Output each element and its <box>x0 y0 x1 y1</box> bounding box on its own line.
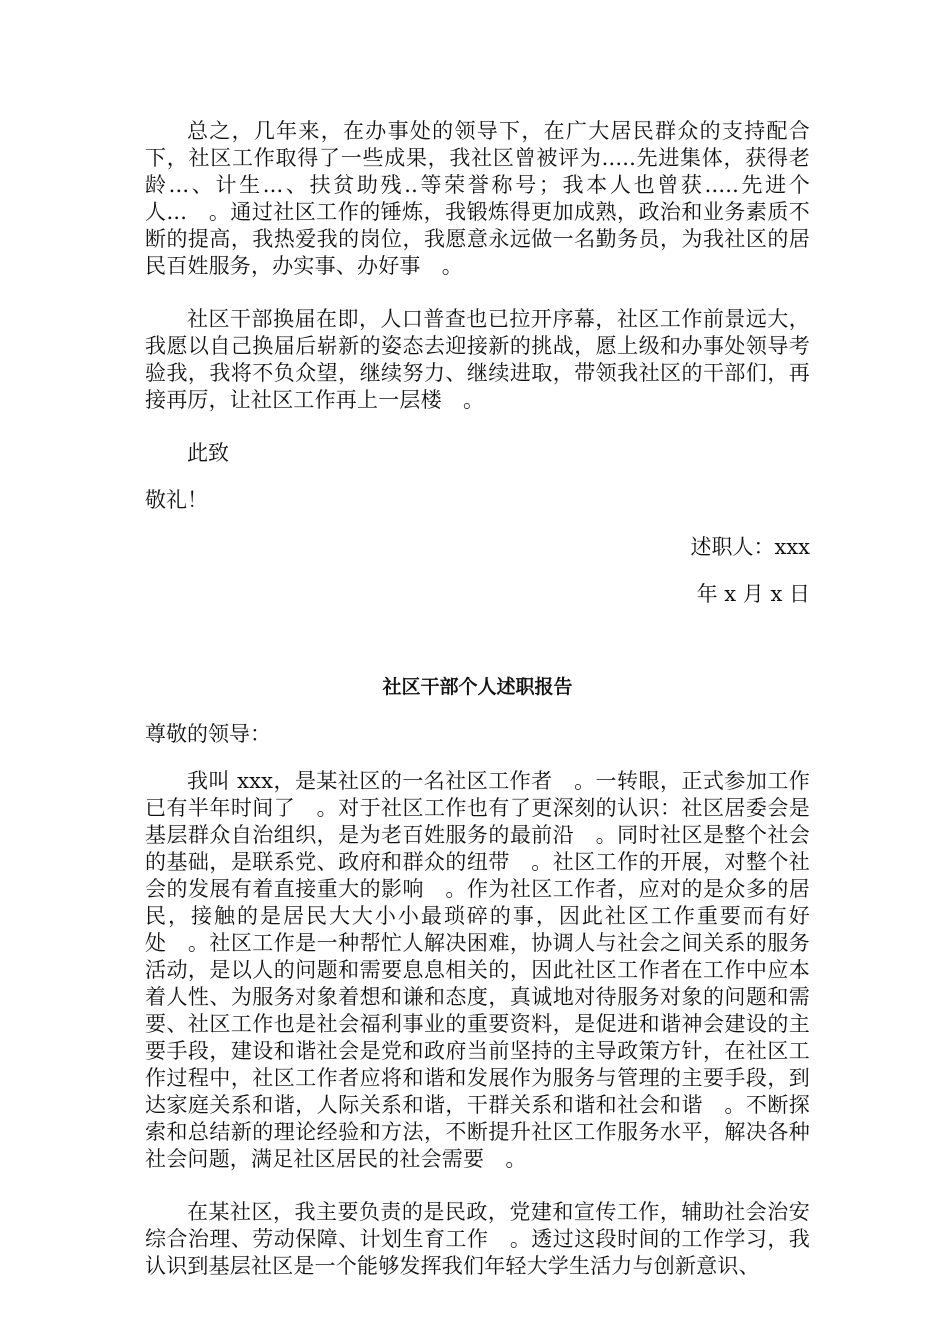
date-line: 年 x 月 x 日 <box>696 582 810 606</box>
body-paragraph: 在某社区，我主要负责的是民政，党建和宣传工作，辅助社会治安综合治理、劳动保障、计划生育工作 。透过这段时间的工作学习，我认识到基层社区是一个能够发挥我们年轻大学生活力与创新意识、 <box>145 1200 810 1278</box>
document-title: 社区干部个人述职报告 <box>382 676 573 698</box>
signature: 述职人：xxx <box>690 535 810 559</box>
document-page <box>145 118 810 1306</box>
closing-greeting: 敬礼！ <box>145 488 208 512</box>
closing-line: 此致 <box>187 441 229 465</box>
body-paragraph: 我叫 xxx，是某社区的一名社区工作者 。一转眼，正式参加工作已有半年时间了 。对于社区工作也有了更深刻的认识：社区居委会是基层群众自治组织，是为老百姓服务的最前沿 。同时社区是整个社会的基础，是联系党、政府和群众的纽带 。社区工作的开展，对整个社会的发展有着直接重大的影响 。作为社区工作者，应对的是众多的居民，接触的是居民大大小小最琐碎的事，因此社区工作重要而有好处 。社区工作是一种帮忙人解决困难，协调人与社会之间关系的服务活动，是以人的问题和需要息息相关的，因此社区工作者在工作中应本着人性、为服务对象着想和谦和态度，真诚地对待服务对象的问题和需要、社区工作也是社会福利事业的重要资料，是促进和谐神会建设的主要手段，建设和谐社会是党和政府当前坚持的主导政策方针，在社区工作过程中，社区工作者应将和谐和发展作为服务与管理的主要手段，到达家庭关系和谐，人际关系和谐，干群关系和谐和社会和谐 。不断探索和总结新的理论经验和方法，不断提升社区工作服务水平，解决各种社会问题，满足社区居民的社会需要 。 <box>145 769 810 1171</box>
body-paragraph: 社区干部换届在即，人口普查也已拉开序幕，社区工作前景远大，我愿以自己换届后崭新的姿态去迎接新的挑战，愿上级和办事处领导考验我，我将不负众望，继续努力、继续进取，带领我社区的干部们，再接再厉，让社区工作再上一层楼 。 <box>145 307 810 412</box>
body-paragraph: 总之，几年来，在办事处的领导下，在广大居民群众的支持配合下，社区工作取得了一些成果，我社区曾被评为.....先进集体，获得老龄...、计生...、扶贫助残..等荣誉称号；我本人也曾获.....先进个人... 。通过社区工作的锤炼，我锻炼得更加成熟，政治和业务素质不断的提高，我热爱我的岗位，我愿意永远做一名勤务员，为我社区的居民百姓服务，办实事、办好事 。 <box>145 119 810 278</box>
salutation: 尊敬的领导： <box>145 722 271 746</box>
